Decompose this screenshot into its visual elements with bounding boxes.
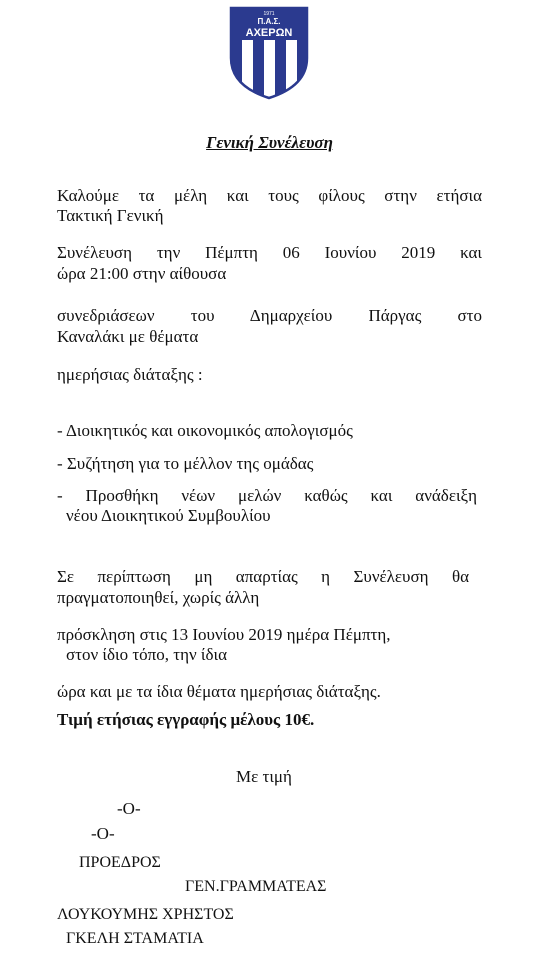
membership-fee: Τιμή ετήσιας εγγραφής μέλους 10€.: [57, 710, 315, 729]
agenda-item-continuation: νέου Διοικητικού Συμβουλίου: [66, 506, 271, 525]
quorum-line: ώρα και με τα ίδια θέματα ημερήσιας διάταξης.: [57, 682, 381, 701]
document-title: Γενική Συνέλευση: [206, 133, 333, 152]
signature-mark: -Ο-: [117, 799, 141, 818]
president-name: ΛΟΥΚΟΥΜΗΣ ΧΡΗΣΤΟΣ: [57, 906, 234, 923]
intro-line: ημερήσιας διάταξης :: [57, 365, 203, 384]
president-title: ΠΡΟΕΔΡΟΣ: [79, 854, 161, 871]
intro-line: Συνέλευση την Πέμπτη 06 Ιουνίου 2019 και: [57, 243, 482, 262]
club-logo: [229, 6, 309, 100]
quorum-line: πραγματοποιηθεί, χωρίς άλλη: [57, 588, 260, 607]
quorum-line: πρόσκληση στις 13 Ιουνίου 2019 ημέρα Πέμπτη,: [57, 625, 391, 644]
svg-text:Π.Α.Σ.: Π.Α.Σ.: [257, 17, 281, 26]
secretary-title: ΓΕΝ.ΓΡΑΜΜΑΤΕΑΣ: [185, 878, 327, 895]
agenda-item: - Διοικητικός και οικονομικός απολογισμός: [57, 421, 353, 440]
agenda-item: - Συζήτηση για το μέλλον της ομάδας: [57, 454, 314, 473]
svg-text:1971: 1971: [263, 11, 275, 17]
svg-text:ΑΧΕΡΩΝ: ΑΧΕΡΩΝ: [245, 27, 293, 39]
signature-mark: -Ο-: [91, 824, 115, 843]
intro-line: Τακτική Γενική: [57, 206, 164, 225]
secretary-name: ΓΚΕΛΗ ΣΤΑΜΑΤΙΑ: [66, 930, 204, 947]
club-crest-icon: [229, 6, 309, 100]
intro-line: συνεδριάσεων του Δημαρχείου Πάργας στο: [57, 306, 482, 325]
agenda-item: - Προσθήκη νέων μελών καθώς και ανάδειξη: [57, 486, 477, 505]
intro-line: ώρα 21:00 στην αίθουσα: [57, 264, 227, 283]
quorum-line: Σε περίπτωση μη απαρτίας η Συνέλευση θα: [57, 567, 469, 586]
intro-line: Καναλάκι με θέματα: [57, 327, 199, 346]
quorum-line: στον ίδιο τόπο, την ίδια: [66, 645, 227, 664]
closing-salutation: Με τιμή: [236, 767, 292, 786]
intro-line: Καλούμε τα μέλη και τους φίλους στην ετήσια: [57, 186, 482, 205]
